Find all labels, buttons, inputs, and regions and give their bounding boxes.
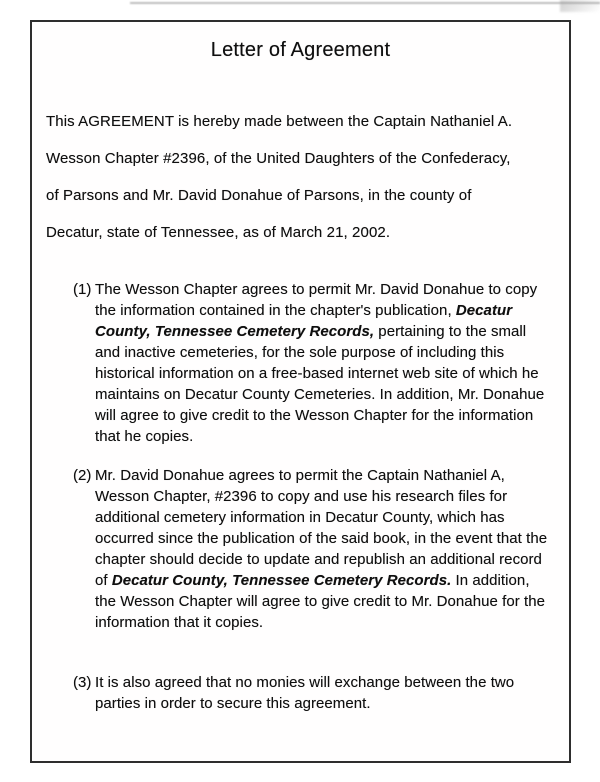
item-2-text — [95, 465, 553, 633]
agreement-item-2 — [73, 465, 553, 633]
scan-artifact-corner — [560, 0, 600, 12]
item-1-number: (1) — [73, 281, 92, 298]
item-2-text-pre: Mr. David Donahue agrees to permit the Captain Nathaniel A, Wesson Chapter, #2396 to copy and use his research files for additional cemetery information in Decatur County, which has occurred since the publication of the said book, in the event that the chapter should decide to update and republish an additional record of — [95, 467, 548, 589]
document-border-frame — [30, 20, 571, 763]
agreement-items — [73, 279, 553, 714]
item-3-number: (3) — [73, 674, 92, 691]
intro-line-1: This AGREEMENT is hereby made between the Captain Nathaniel A. — [46, 113, 513, 130]
agreement-item-3 — [73, 672, 553, 714]
item-2-number: (2) — [73, 467, 92, 484]
item-3-text-pre: It is also agreed that no monies will exchange between the two parties in order to secure this agreement. — [95, 674, 515, 712]
intro-line-3: of Parsons and Mr. David Donahue of Parsons, in the county of — [46, 187, 472, 204]
scan-artifact-line — [130, 2, 600, 4]
intro-paragraph — [46, 103, 555, 251]
item-1-text-post: pertaining to the small and inactive cemeteries, for the sole purpose of including this historical information on a free-based internet web site of which he maintains on Decatur County Cemeteries. In addition, Mr. Donahue will agree to give credit to the Wesson Chapter for the information that he copies. — [95, 323, 545, 445]
agreement-item-1 — [73, 279, 553, 447]
intro-line-2: Wesson Chapter #2396, of the United Daughters of the Confederacy, — [46, 150, 511, 167]
item-1-book-title: Decatur County, Tennessee Cemetery Records, — [95, 302, 513, 340]
item-3-text — [95, 672, 553, 714]
item-1-text-pre: The Wesson Chapter agrees to permit Mr. David Donahue to copy the information contained in the chapter's publication, — [95, 281, 538, 319]
item-2-book-title: Decatur County, Tennessee Cemetery Records. — [111, 572, 452, 589]
item-2-text-post: In addition, the Wesson Chapter will agree to give credit to Mr. Donahue for the information that it copies. — [95, 572, 545, 631]
document-title: Letter of Agreement — [210, 39, 391, 61]
intro-line-4: Decatur, state of Tennessee, as of March 21, 2002. — [46, 224, 391, 241]
item-1-text — [95, 279, 553, 447]
